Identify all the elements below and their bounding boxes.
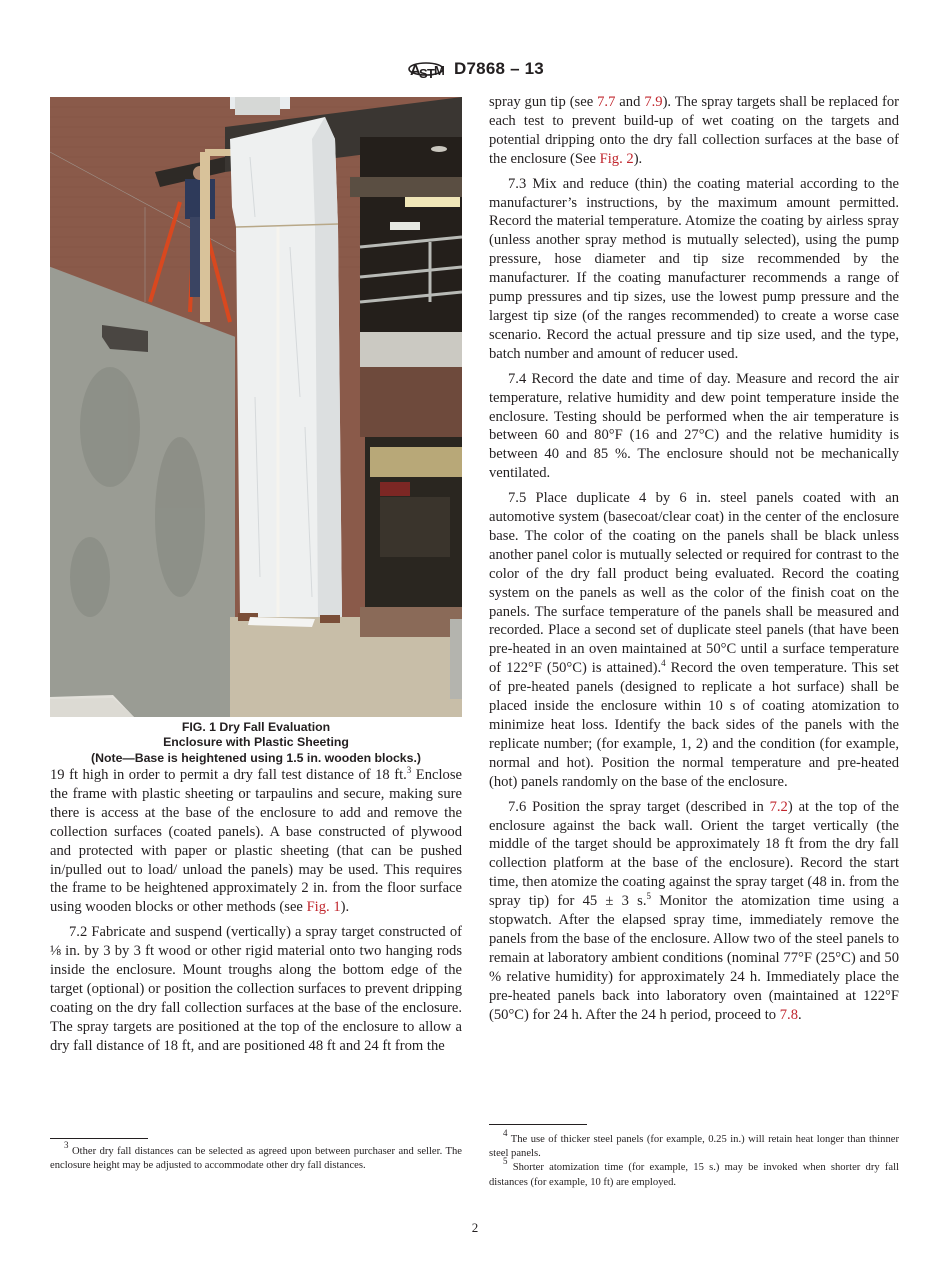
paragraph-7-2: 7.2 Fabricate and suspend (vertically) a spray target constructed of ⅛ in. by 3 by 3 ft wood or other rigid material onto two hanging rods inside the enclosure. Mount troughs along the bottom edge of the target (optional) or position the collection surfaces to prevent dripping coating on the dry fall collection surfaces at the base of the enclosure. The spray targets are positioned at the top of the enclosure to allow a dry fall distance of 18 ft, and are positioned 48 ft and 24 ft from the [50,924,462,1054]
paragraph-7-3: 7.3 Mix and reduce (thin) the coating material according to the manufacturer’s instructions, by the maximum amount permitted. Record the material temperature. Atomize the coating by airless spray (unless another spray method is mutually selected), using the pump pressure, hose diameter and tip size recommended by the manufacturer. If the coating manufacturer recommends a range of pump pressures and tip sizes, use the lowest pump pressure and the largest tip size (of the ranges recommended) to create a worse case scenario. Record the actual pressure and tip size used, and the type, batch number and amount of reducer used. [489,175,899,362]
page-header [0,54,950,84]
footnote-4: $^4$ The use of thicker steel panels (for example, 0.25 in.) will retain heat longer than thinner steel panels. [489,1128,899,1160]
paragraph-7-6: 7.6 Position the spray target (described in 7.2) at the top of the enclosure against the back wall. Orient the target vertically (the middle of the target should be approximately 18 ft from the dry fall collection platform at the base of the enclosure). Record the start time, then atomize the coating against the spray target (48 in. from the spray tip) for 45 ± 3 s.$^5$ Monitor the atomization time using a stopwatch. After the elapsed spray time, immediately remove the panels from the base of the enclosure. Allow two of the steel panels to remain at laboratory ambient conditions (nominal 77°F (25°C) and 50 % relative humidity) for approximately 24 h. Immediately place the pre-heated panels back into laboratory oven (maintained at 122°F (50°C) for 24 h. After the 24 h period, proceed to 7.8. [489,798,899,1023]
page-number: 2 [471,1220,479,1235]
footnotes-right [489,1128,899,1190]
caption-line-3: (Note—Base is heightened using 1.5 in. wooden blocks.) [90,750,422,765]
footnotes-left [50,1140,462,1173]
footnote-ref-3[interactable]: 3 [406,765,412,775]
paragraph-7-4: 7.4 Record the date and time of day. Measure and record the air temperature, relative humidity and dew point temperature inside the enclosure. Testing should be performed when the air temperature is between 60 and 80°F (16 and 27°C) and the relative humidity is between 40 and 85 %. The enclosure should not be mechanically ventilated. [489,370,899,482]
right-column [489,93,899,1031]
paragraph-7-2-continued: spray gun tip (see 7.7 and 7.9). The spray targets shall be replaced for each test to prevent build-up of wet coating on the targets and potential dripping onto the dry fall collection surfaces at the base of the enclosure (See Fig. 2). [489,94,900,167]
astm-logo-icon [406,54,446,84]
left-column [50,766,462,1062]
link-7-9[interactable]: 7.9 [644,94,663,110]
figure-illustration [50,97,462,717]
paragraph-7-5: 7.5 Place duplicate 4 by 6 in. steel panels coated with an automotive system (basecoat/clear coat) in the center of the enclosure base. The color of the coating on the panels shall be black unless another panel color is mutually selected or required for contrast to the color of the dry fall product being evaluated. Record the coating system on the panels as well as the color of the finish coat on the panels. The surface temperature of the panels shall be measured and recorded. Place a second set of duplicate steel panels (that have been pre-heated in an oven maintained at 50°C until a surface temperature of 122°F (50°C) is attained).$^4$ Record the oven temperature. This set of pre-heated panels (designed to replicate a hot surface) shall be placed inside the enclosure within 10 s of coating atomization to minimize heat loss. Identify the back sides of the panels with the replicate number; (for example, 1, 2) and the condition (for example, normal and hot). Position the normal temperature and pre-heated (hot) panels randomly on the base of the enclosure. [489,490,899,790]
svg-text:S: S [419,66,428,81]
link-fig-2[interactable]: Fig. 2 [599,150,634,167]
footnote-rule-left [50,1138,148,1139]
svg-text:M: M [434,63,445,78]
dry-fall-enclosure-photo [50,97,462,717]
caption-line-2: Enclosure with Plastic Sheeting [163,735,349,750]
footnote-ref-5[interactable]: 5 [646,891,652,902]
footnote-3: $^3$ Other dry fall distances can be selected as agreed upon between purchaser and seller. The enclosure height may be adjusted to accommodate other dry fall distances. [50,1140,462,1172]
link-7-8[interactable]: 7.8 [779,1006,798,1023]
svg-text:A: A [410,62,421,79]
svg-text:T: T [427,66,435,81]
footnote-rule-right [489,1124,587,1125]
figure-caption [50,720,462,766]
footnote-5: $^5$ Shorter atomization time (for example, 15 s.) may be invoked when shorter dry fall distances (for example, 10 ft) are employed. [489,1156,899,1188]
link-fig-1[interactable]: Fig. 1 [306,899,341,916]
caption-line-1: FIG. 1 Dry Fall Evaluation [181,720,331,734]
paragraph-7-1-continued: 19 ft high in order to permit a dry fall test distance of 18 ft.$^3$ Enclose the frame with plastic sheeting or tarpaulins and secure, making sure there is access at the base of the enclosure to add and remove the collection surfaces (coated panels). A base constructed of plywood and protected with paper or plastic sheeting (that can be pushed in/pulled out to load/ unload the panels) may be used. This requires the frame to be heightened approximately 2 in. from the floor surface using wooden blocks or other methods (see Fig. 1). [50,765,462,916]
footnote-ref-4[interactable]: 4 [661,658,666,669]
document-id: D7868 – 13 [454,59,544,78]
link-7-7[interactable]: 7.7 [597,94,616,110]
link-7-2[interactable]: 7.2 [769,798,788,815]
